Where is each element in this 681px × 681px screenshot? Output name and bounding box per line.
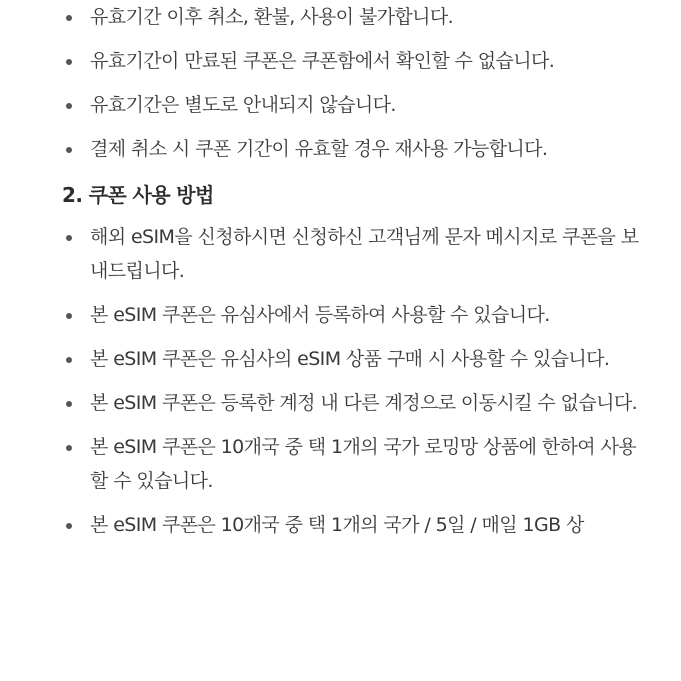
list-item-text: 본 eSIM 쿠폰은 유심사에서 등록하여 사용할 수 있습니다. — [90, 304, 550, 326]
bullet-icon — [66, 357, 72, 363]
list-item — [0, 386, 681, 420]
list-item — [0, 88, 681, 122]
list-item — [0, 342, 681, 376]
bullet-icon — [66, 235, 72, 241]
bullet-icon — [66, 59, 72, 65]
list-item — [0, 44, 681, 78]
list-item-text: 유효기간 이후 취소, 환불, 사용이 불가합니다. — [90, 6, 454, 28]
bullet-icon — [66, 313, 72, 319]
list-item-text: 결제 취소 시 쿠폰 기간이 유효할 경우 재사용 가능합니다. — [90, 138, 548, 160]
list-item — [0, 298, 681, 332]
list-item — [0, 508, 681, 542]
list-item-text: 본 eSIM 쿠폰은 10개국 중 택 1개의 국가 / 5일 / 매일 1GB 상 — [90, 514, 584, 536]
bullet-icon — [66, 103, 72, 109]
list-item-text: 해외 eSIM을 신청하시면 신청하신 고객님께 문자 메시지로 쿠폰을 보내드립니다. — [90, 226, 639, 282]
list-item-text: 본 eSIM 쿠폰은 유심사의 eSIM 상품 구매 시 사용할 수 있습니다. — [90, 348, 610, 370]
bullet-icon — [66, 523, 72, 529]
section-heading: 2. 쿠폰 사용 방법 — [62, 183, 214, 207]
validity-notice-list — [0, 0, 681, 166]
usage-method-list — [0, 220, 681, 542]
list-item — [0, 220, 681, 288]
bullet-icon — [66, 147, 72, 153]
list-item — [0, 430, 681, 498]
bullet-icon — [66, 15, 72, 21]
list-item — [0, 132, 681, 166]
list-item — [0, 0, 681, 34]
list-item-text: 본 eSIM 쿠폰은 등록한 계정 내 다른 계정으로 이동시킬 수 없습니다. — [90, 392, 638, 414]
list-item-text: 본 eSIM 쿠폰은 10개국 중 택 1개의 국가 로밍망 상품에 한하여 사용할 수 있습니다. — [90, 436, 636, 492]
bullet-icon — [66, 445, 72, 451]
list-item-text: 유효기간은 별도로 안내되지 않습니다. — [90, 94, 396, 116]
list-item-text: 유효기간이 만료된 쿠폰은 쿠폰함에서 확인할 수 없습니다. — [90, 50, 555, 72]
bullet-icon — [66, 401, 72, 407]
